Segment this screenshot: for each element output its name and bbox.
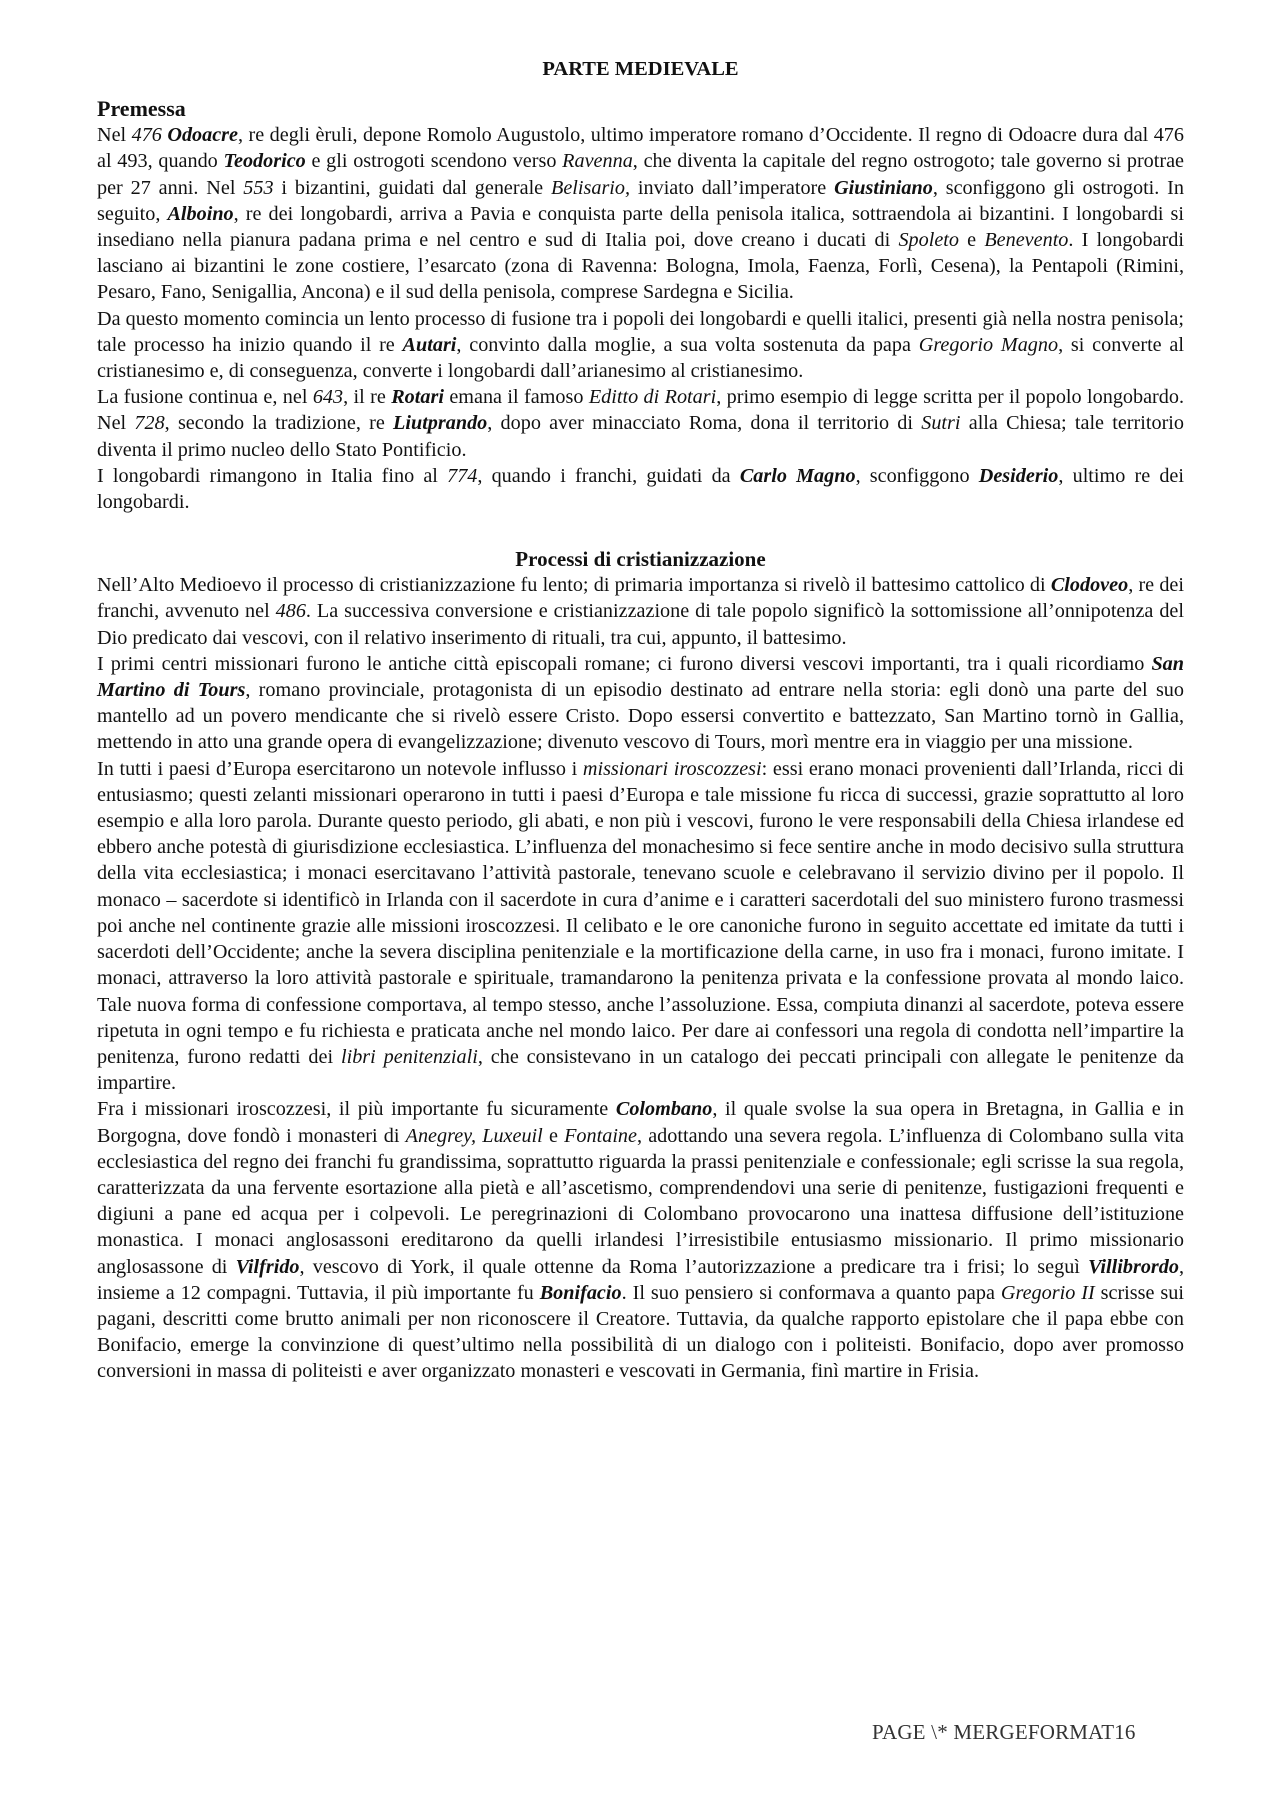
emphasis-text: Bonifacio	[539, 1281, 622, 1304]
emphasis-text: 486	[275, 600, 306, 623]
text-run: , quando i franchi, guidati da	[477, 464, 740, 487]
text-run: . La successiva conversione e cristianizzazione di tale popolo significò la sottomissione all’onnipotenza del Dio predicato dai vescovi, con il relativo inserimento di rituali, tra cui, appunto, il battesimo.	[97, 600, 1184, 649]
emphasis-text: Fontaine	[564, 1124, 637, 1147]
emphasis-text: Villibrordo	[1088, 1255, 1179, 1278]
paragraph	[97, 1096, 1184, 1384]
text-run: , che diventa la capitale del regno ostrogoto; tale governo si protrae per 27 anni. Nel	[97, 150, 1185, 199]
emphasis-text: Carlo Magno	[739, 464, 856, 487]
emphasis-text: 476	[131, 124, 162, 147]
text-run: , re dei longobardi, arriva a Pavia e conquista parte della penisola italica, sottraendola ai bizantini. I longobardi si insediano nella pianura padana prima e nel centro e sud di Italia poi, dove creano i ducati di	[97, 202, 1184, 252]
document-title: PARTE MEDIEVALE	[542, 58, 739, 80]
text-run: e	[542, 1124, 565, 1147]
paragraph	[97, 122, 1184, 305]
text-run: e gli ostrogoti scendono verso	[305, 150, 563, 173]
text-run: . I longobardi lasciano ai bizantini le zone costiere, l’esarcato (zona di Ravenna: Bologna, Imola, Faenza, Forlì, Cesena), la Pentapoli (Rimini, Pesaro, Fano, Senigallia, Ancona) e il sud della penisola, comprese Sardegna e Sicilia.	[97, 229, 1184, 304]
paragraph	[97, 651, 1184, 756]
emphasis-text: Giustiniano	[834, 176, 933, 199]
text-run: Da questo momento comincia un lento processo di fusione tra i popoli dei longobardi e quelli italici, presenti già nella nostra penisola; tale processo ha inizio quando il re	[97, 307, 1184, 356]
text-run: , sconfiggono	[855, 464, 979, 487]
emphasis-text: Gregorio II	[1000, 1281, 1095, 1304]
emphasis-text: missionari iroscozzesi	[582, 757, 762, 780]
emphasis-text: Colombano	[615, 1098, 713, 1121]
paragraph	[97, 384, 1184, 463]
emphasis-text: Editto di Rotari	[588, 386, 717, 409]
emphasis-text: Alboino	[167, 202, 234, 225]
emphasis-text: Benevento	[984, 229, 1069, 252]
text-run: , primo esempio di legge scritta per il popolo longobardo. Nel	[97, 386, 1185, 435]
page-number: 16	[1114, 1720, 1136, 1744]
paragraph	[97, 756, 1184, 1097]
section-heading: Processi di cristianizzazione	[515, 547, 766, 572]
text-run: , ultimo re dei longobardi.	[97, 464, 1185, 514]
page-field-code: PAGE \* MERGEFORMAT	[872, 1720, 1115, 1744]
text-run: , re degli èruli, depone Romolo Augustolo, ultimo imperatore romano d’Occidente. Il regno di Odoacre dura dal 476 al 493, quando	[97, 124, 1184, 173]
emphasis-text: Odoacre	[167, 124, 238, 147]
text-run: I primi centri missionari furono le antiche città episcopali romane; ci furono diversi vescovi importanti, tra i quali ricordiamo	[97, 652, 1152, 675]
emphasis-text: Anegrey, Luxeuil	[405, 1124, 543, 1147]
text-run: , sconfiggono gli ostrogoti. In seguito,	[97, 176, 1184, 225]
paragraph	[97, 572, 1184, 651]
text-run: inviato dall’imperatore	[630, 176, 835, 199]
section-heading: Premessa	[97, 96, 186, 122]
emphasis-text: Desiderio	[978, 464, 1059, 487]
text-run: , il quale svolse la sua opera in Bretagna, in Gallia e in Borgogna, dove fondò i monasteri di	[97, 1098, 1184, 1147]
emphasis-text: Gregorio Magno	[918, 333, 1059, 356]
text-run: , dopo aver minacciato Roma, dona il territorio di	[487, 412, 922, 435]
text-run: e	[959, 229, 985, 252]
emphasis-text: 774	[447, 464, 478, 487]
paragraph	[97, 306, 1184, 385]
text-run: , convinto dalla moglie, a sua volta sostenuta da papa	[456, 333, 919, 356]
text-run: , si converte al cristianesimo e, di conseguenza, converte i longobardi dall’arianesimo al cristianesimo.	[97, 333, 1184, 383]
paragraph	[97, 463, 1184, 515]
emphasis-text: Sutri	[921, 412, 961, 435]
text-run: , adottando una severa regola. L’influenza di Colombano sulla vita ecclesiastica del regno dei franchi fu grandissima, soprattutto riguarda la prassi penitenziale e confessionale; egli scrisse la sua regola, caratterizzata da una fervente esortazione alla pietà e all’ascetismo, comprendendovi una serie di penitenze, fustigazioni frequenti e digiuni a pane ed acqua per i colpevoli. Le peregrinazioni di Colombano provocarono una inattesa diffusione dell’istituzione monastica. I monaci anglosassoni ereditarono da quelli irlandesi l’irresistibile entusiasmo missionario. Il primo missionario anglosassone di	[97, 1124, 1184, 1278]
text-run: La fusione continua e, nel	[97, 386, 313, 409]
emphasis-text: libri penitenziali	[340, 1045, 478, 1068]
text-run: , romano provinciale, protagonista di un episodio destinato ad entrare nella storia: egli donò una parte del suo mantello ad un povero mendicante che si rivelò essere Cristo. Dopo essersi convertito e battezzato, San Martino tornò in Gallia, mettendo in atto una grande opera di evangelizzazione; divenuto vescovo di Tours, morì mentre era in viaggio per una missione.	[97, 679, 1184, 754]
text-run: , che consistevano in un catalogo dei peccati principali con allegate le penitenze da impartire.	[97, 1045, 1184, 1095]
text-run: . Il suo pensiero si conformava a quanto papa	[621, 1281, 1001, 1304]
text-run: scrisse sui pagani, descritti come brutto animali per non riconoscere il Creatore. Tuttavia, da qualche rapporto epistolare che il papa ebbe con Bonifacio, emerge la convinzione di quest’ultimo nella possibilità di un dialogo con i politeisti. Bonifacio, dopo aver promosso conversioni in massa di politeisti e aver organizzato monasteri e vescovati in Germania, finì martire in Frisia.	[97, 1281, 1184, 1383]
emphasis-text: Vilfrido	[235, 1255, 300, 1278]
emphasis-text: Autari	[402, 333, 457, 356]
emphasis-text: Liutprando	[393, 412, 488, 435]
emphasis-text: Rotari	[391, 386, 444, 409]
emphasis-text: 728	[134, 412, 165, 435]
text-run: emana il famoso	[443, 386, 589, 409]
text-run: : essi erano monaci provenienti dall’Irlanda, ricci di entusiasmo; questi zelanti missionari operarono in tutti i paesi d’Europa e tale missione fu ricca di successi, grazie soprattutto al loro esempio e alla loro parola. Durante questo periodo, gli abati, e non più i vescovi, furono le vere responsabili della Chiesa irlandese ed ebbero anche potestà di giurisdizione ecclesiastica. L’influenza del monachesimo si fece sentire anche in modo decisivo sulla struttura della vita ecclesiastica; i monaci esercitavano l’attività pastorale, tenevano scuole e celebravano il servizio divino per il popolo. Il monaco – sacerdote si identificò in Irlanda con il sacerdote in cura d’anime e i caratteri sacerdotali del suo ministero furono trasmessi poi anche nel continente grazie alle missioni iroscozzesi. Il celibato e le ore canoniche furono in seguito accettate ed imitate da tutti i sacerdoti dell’Occidente; anche la severa disciplina penitenziale e la mortificazione della carne, in uso fra i monaci, furono imitate. I monaci, attraverso la loro attività pastorale e spirituale, tramandarono la penitenza privata e la confessione provata al mondo laico. Tale nuova forma di confessione comportava, al tempo stesso, anche l’assoluzione. Essa, compiuta dinanzi al sacerdote, poteva essere ripetuta in ogni tempo e fu richiesta e praticata anche nel mondo laico. Per dare ai confessori una regola di condotta nell’impartire la penitenza, furono redatti dei	[97, 757, 1184, 1068]
text-run: , re dei franchi, avvenuto nel	[97, 574, 1184, 623]
text-run: , secondo la tradizione, re	[164, 412, 394, 435]
text-run: Nel	[97, 124, 132, 147]
emphasis-text: 553	[243, 176, 274, 199]
emphasis-text: Teodorico	[223, 150, 306, 173]
text-run: Fra i missionari iroscozzesi, il più importante fu sicuramente	[97, 1098, 616, 1121]
text-run: , vescovo di York, il quale ottenne da Roma l’autorizzazione a predicare tra i frisi; lo seguì	[299, 1255, 1089, 1278]
text-run: Nell’Alto Medioevo il processo di cristianizzazione fu lento; di primaria importanza si rivelò il battesimo cattolico di	[97, 574, 1051, 597]
text-run: In tutti i paesi d’Europa esercitarono un notevole influsso i	[97, 757, 583, 780]
document-page	[97, 56, 1184, 1385]
emphasis-text: Clodoveo	[1050, 574, 1129, 597]
emphasis-text: San Martino di Tours	[97, 652, 1184, 702]
text-run: , il re	[343, 386, 392, 409]
emphasis-text: Ravenna	[562, 150, 633, 173]
emphasis-text: 643	[312, 386, 344, 409]
emphasis-text: Belisario,	[550, 176, 631, 199]
emphasis-text: Spoleto	[898, 229, 959, 252]
text-run: , insieme a 12 compagni. Tuttavia, il più importante fu	[97, 1255, 1184, 1304]
text-run: I longobardi rimangono in Italia fino al	[97, 464, 448, 487]
text-run: alla Chiesa; tale territorio diventa il primo nucleo dello Stato Pontificio.	[97, 412, 1184, 461]
document-body	[97, 96, 1184, 1384]
text-run: i bizantini, guidati dal generale	[273, 176, 551, 199]
page-footer	[872, 1720, 1202, 1745]
